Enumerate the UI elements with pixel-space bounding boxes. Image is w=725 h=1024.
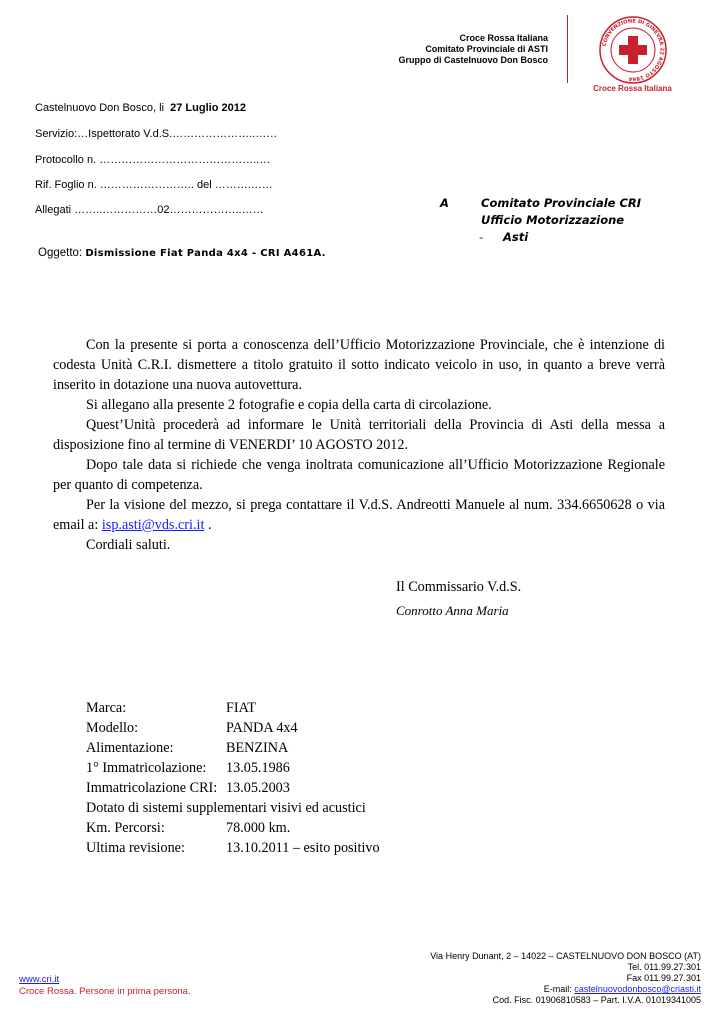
spec-row: [86, 818, 380, 838]
org-name: Croce Rossa Italiana: [459, 33, 548, 43]
spec-row: [86, 758, 380, 778]
org-group: Gruppo di Castelnuovo Don Bosco: [398, 55, 548, 65]
recipient-dash: -: [479, 230, 484, 244]
allegati-line: Allegati ……..……………02………………..……: [35, 204, 264, 216]
spec-value: 13.05.1986: [226, 760, 290, 776]
logo-caption: Croce Rossa Italiana: [593, 84, 672, 93]
subject-label: Oggetto:: [38, 247, 83, 259]
spec-row: [86, 798, 380, 818]
body-paragraph: [53, 495, 665, 535]
header-divider: [567, 15, 568, 83]
body-paragraph: Dopo tale data si richiede che venga inoltrata comunicazione all’Ufficio Motorizzazione Regionale per quanto di competenza.: [53, 457, 665, 493]
servizio-line: Servizio:…Ispettorato V.d.S.…………………..……: [35, 128, 278, 140]
spec-label: Modello:: [86, 720, 139, 736]
footer-email-line: [430, 984, 701, 995]
signature-name: Conrotto Anna Maria: [396, 603, 509, 618]
body-paragraph: Quest’Unità procederà ad informare le Unità territoriali della Provincia di Asti della messa a disposizione fino al termine di VENERDI’ 10 AGOSTO 2012.: [53, 417, 665, 453]
signature-title: Il Commissario V.d.S.: [396, 579, 522, 595]
recipient-line3: Asti: [503, 230, 529, 244]
contact-text: Per la visione del mezzo, si prega contattare il V.d.S. Andreotti Manuele al num. 334.6650628 o via email a:: [53, 497, 665, 533]
spec-label: 1° Immatricolazione:: [86, 760, 207, 776]
closing-greeting: Cordiali saluti.: [86, 537, 171, 553]
spec-value: PANDA 4x4: [226, 720, 298, 736]
letterhead-org: [398, 33, 548, 66]
protocollo-line: Protocollo n. ……………………………………..…: [35, 154, 271, 166]
recipient-line2: Ufficio Motorizzazione: [481, 213, 625, 227]
spec-value: BENZINA: [226, 740, 289, 756]
red-cross-logo: [598, 15, 668, 85]
vehicle-specs: [86, 698, 380, 858]
signature-block: [396, 575, 521, 623]
recipient-block: [481, 195, 641, 246]
spec-label: Km. Percorsi:: [86, 820, 165, 836]
spec-value: FIAT: [226, 700, 256, 716]
footer-fiscal: Cod. Fisc. 01906810583 – Part. I.V.A. 01019341005: [492, 995, 701, 1005]
contact-text-end: .: [204, 517, 212, 533]
footer-slogan: Croce Rossa. Persone in prima persona.: [19, 986, 191, 997]
website-link[interactable]: www.cri.it: [19, 974, 60, 985]
spec-value: 13.10.2011 – esito positivo: [226, 840, 380, 856]
spec-label: Dotato di sistemi supplementari visivi ed acustici: [86, 800, 366, 816]
org-committee: Comitato Provinciale di ASTI: [425, 44, 548, 54]
contact-email-link[interactable]: isp.asti@vds.cri.it: [101, 517, 205, 533]
spec-label: Alimentazione:: [86, 740, 174, 756]
spec-row: [86, 778, 380, 798]
spec-row: [86, 718, 380, 738]
spec-row: [86, 698, 380, 718]
footer-right: [430, 951, 701, 1006]
footer-email-link[interactable]: castelnuovodonbosco@criasti.it: [574, 984, 701, 994]
body-paragraph: Con la presente si porta a conoscenza dell’Ufficio Motorizzazione Provinciale, che è intenzione di codesta Unità C.R.I. dismettere a titolo gratuito il sotto indicato veicolo in uso, in quanto a breve verrà inserito in dotazione una nuova autovettura.: [53, 337, 665, 393]
place-date-prefix: Castelnuovo Don Bosco, li: [35, 102, 165, 114]
footer-left: [19, 974, 191, 998]
spec-label: Ultima revisione:: [86, 840, 185, 856]
footer-fax: Fax 011.99.27.301: [626, 973, 701, 983]
letter-body: [53, 335, 665, 555]
footer-address: Via Henry Dunant, 2 – 14022 – CASTELNUOVO DON BOSCO (AT): [430, 951, 701, 961]
recipient-line1: Comitato Provinciale CRI: [481, 196, 642, 210]
body-paragraph: Si allegano alla presente 2 fotografie e copia della carta di circolazione.: [86, 397, 492, 413]
spec-value: 78.000 km.: [226, 820, 291, 836]
svg-text:CONVENZIONE DI GINEVRA 22 AGOS: CONVENZIONE DI GINEVRA 22 AGOSTO 1864: [601, 18, 665, 82]
rif-foglio-line: Rif. Foglio n. …………………….. del ……….……: [35, 179, 273, 191]
footer-email-label: E-mail:: [543, 984, 575, 994]
spec-value: 13.05.2003: [226, 780, 290, 796]
subject-line: [38, 247, 326, 259]
spec-row: [86, 738, 380, 758]
footer-tel: Tel. 011.99.27.301: [627, 962, 701, 972]
letter-date: 27 Luglio 2012: [170, 102, 246, 114]
place-date: [35, 102, 246, 115]
spec-label: Marca:: [86, 700, 127, 716]
spec-row: [86, 838, 380, 858]
spec-label: Immatricolazione CRI:: [86, 780, 218, 796]
recipient-prefix: A: [440, 196, 449, 210]
subject-text: Dismissione Fiat Panda 4x4 - CRI A461A.: [85, 248, 326, 259]
